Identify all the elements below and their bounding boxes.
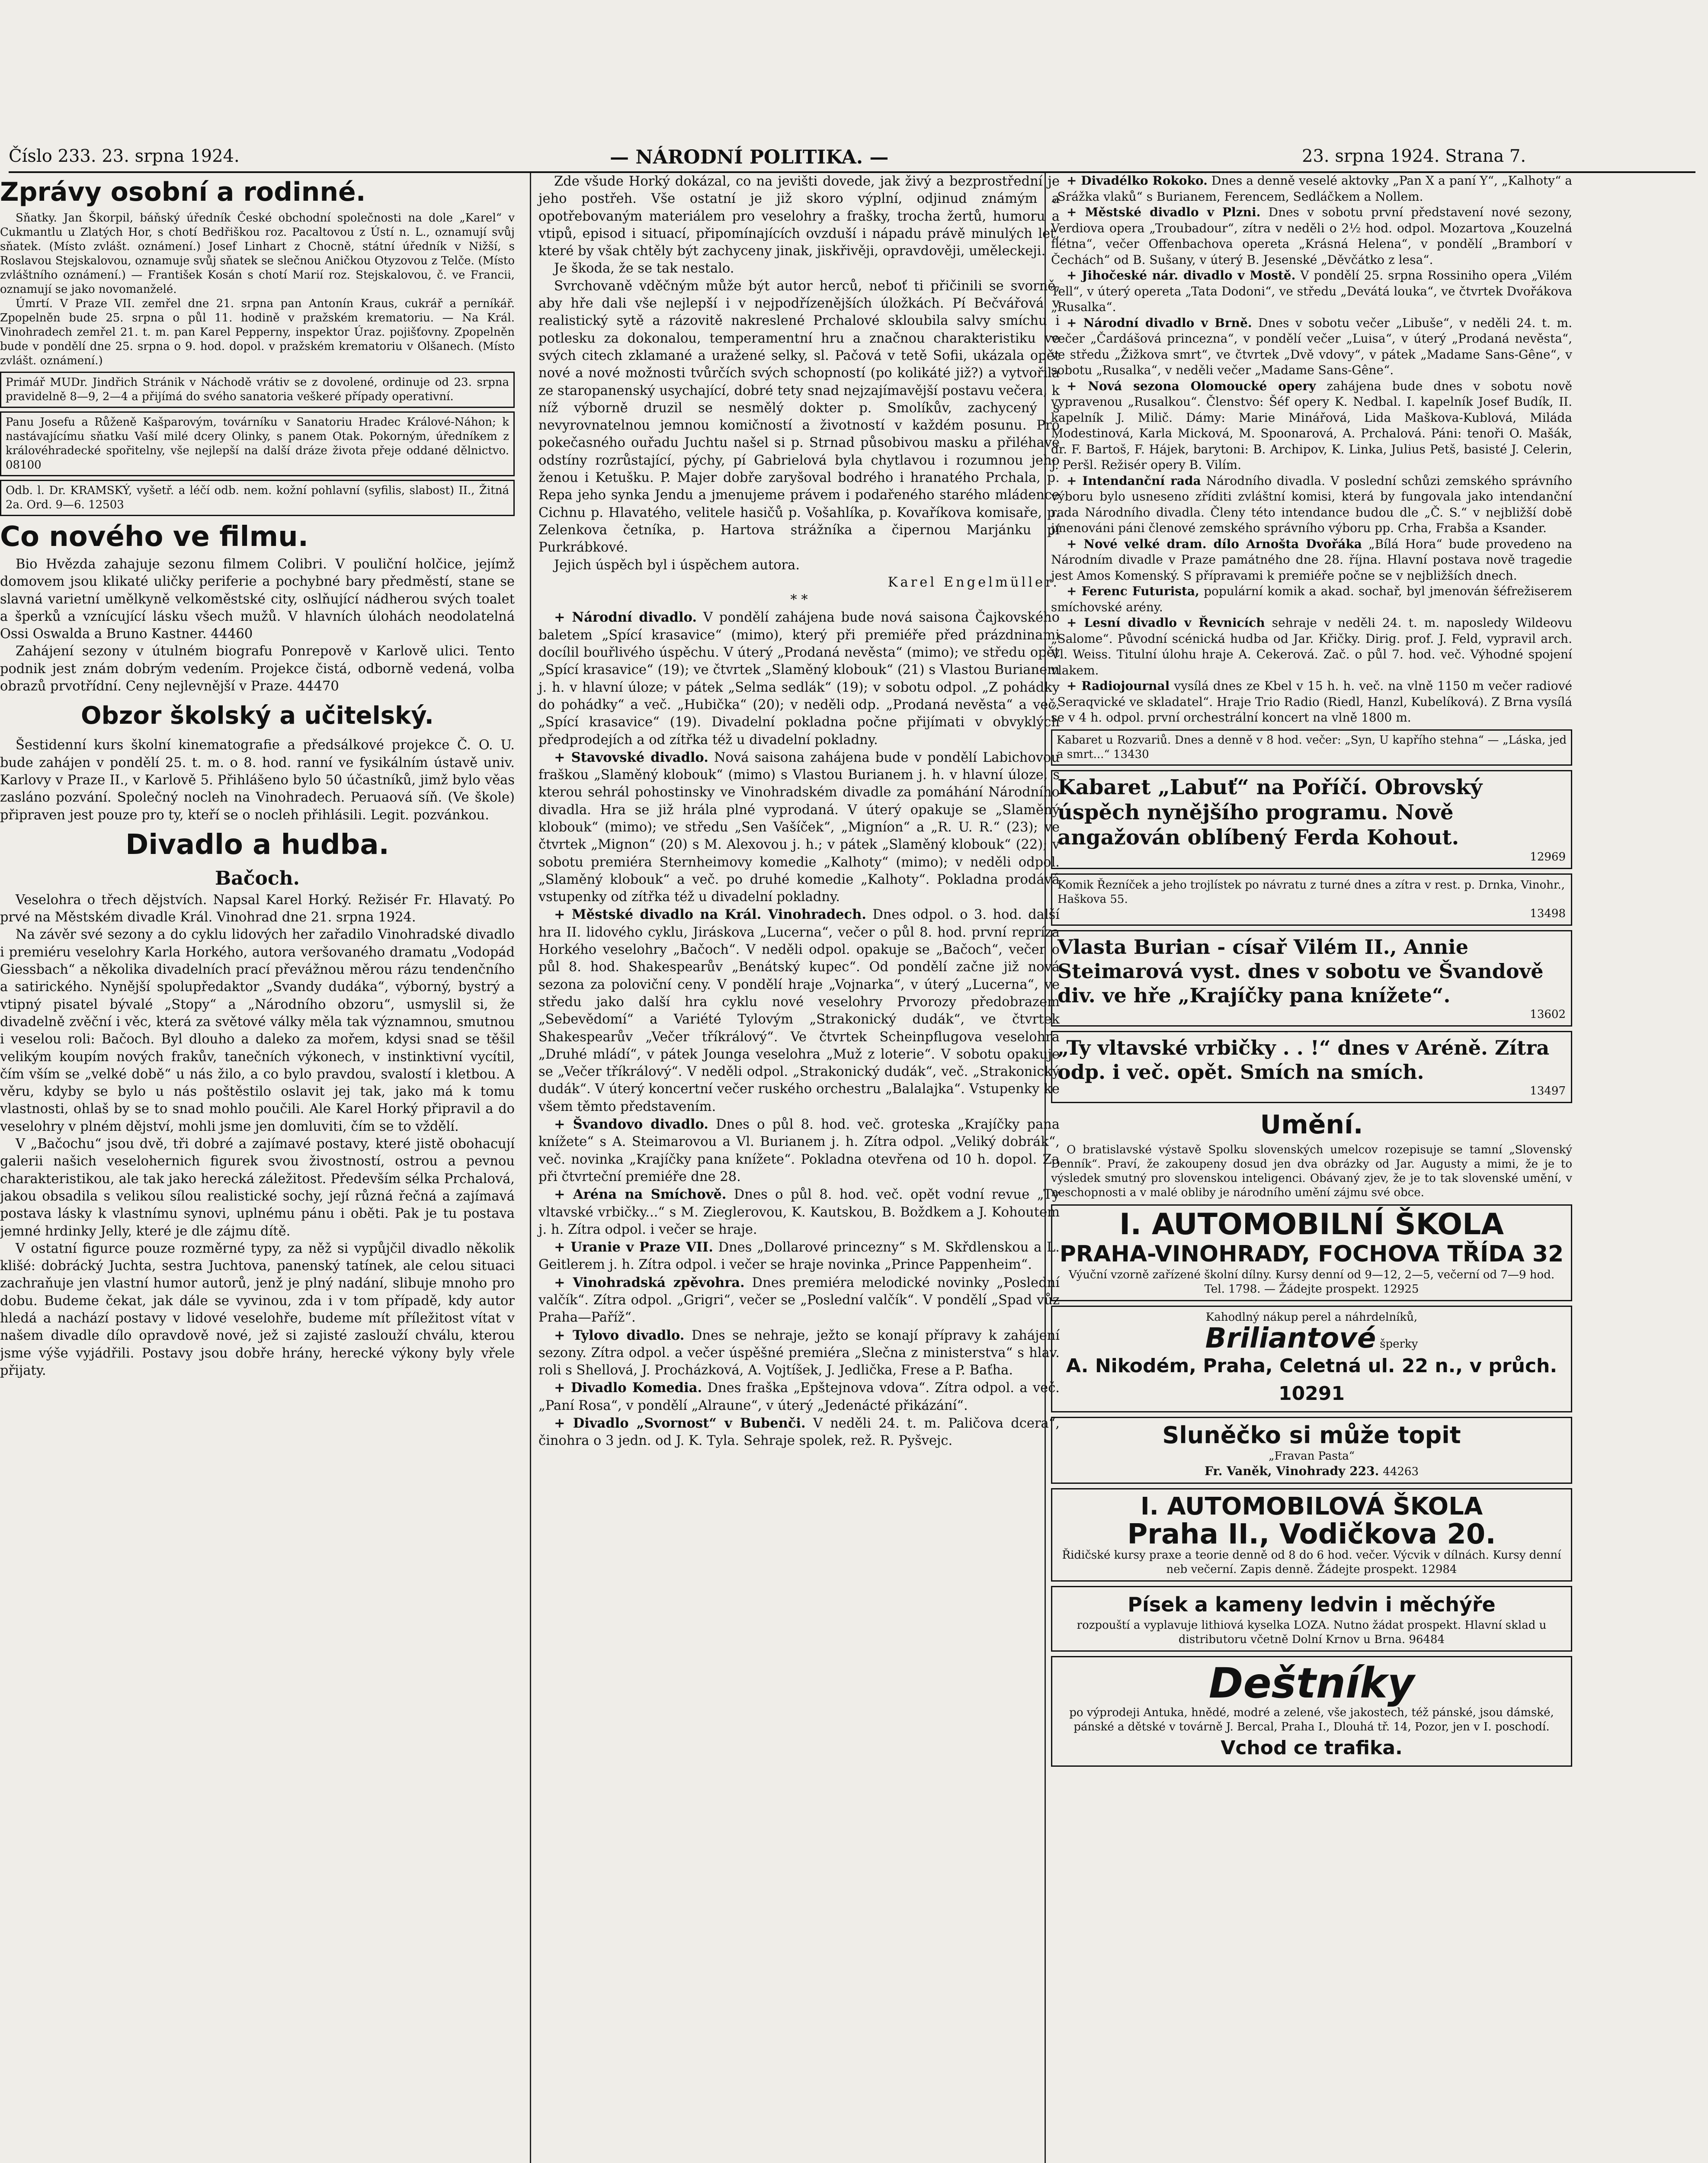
advert <box>1051 770 1572 869</box>
notice-title: + Vinohradská zpěvohra. <box>554 1274 745 1290</box>
advert-code: 44263 <box>1383 1465 1419 1478</box>
advert-text: Výuční vzorně zařízené školní dílny. Kursy denní od 9—12, 2—5, večerní od 7—9 hod. Tel. 1798. — Žádejte prospekt. 12925 <box>1068 1268 1555 1296</box>
article-title: Bačoch. <box>215 867 300 889</box>
advert-title: Deštníky <box>1208 1659 1415 1707</box>
advert-subtitle: Vchod ce trafika. <box>1221 1737 1403 1759</box>
advert-subtitle: Praha II., Vodičkova 20. <box>1127 1518 1496 1550</box>
advert-text: Kabaret „Labuť“ na Poříčí. Obrovský úspěch nynějšího programu. Nově angažován oblíbený Ferda Kohout. <box>1057 775 1483 850</box>
advert-text: „Fravan Pasta“ <box>1268 1449 1355 1463</box>
advert-title: I. AUTOMOBILNÍ ŠKOLA <box>1119 1207 1504 1242</box>
notice-title: + Městské divadlo v Plzni. <box>1067 205 1261 219</box>
issue-number: Číslo 233. 23. srpna 1924. <box>9 146 240 166</box>
advert-text: Vlasta Burian - císař Vilém II., Annie Steimarová vyst. dnes v sobotu ve Švandově div. ve hře „Krajíčky pana knížete“. <box>1057 935 1544 1007</box>
advert-code: 13498 <box>1530 907 1566 920</box>
article-text: Úmrtí. V Praze VII. zemřel dne 21. srpna pan Antonín Kraus, cukrář a perníkář. Zpopelněn bude 25. srpna o půl 11. hodině v pražském krematoriu. — Na Král. Vinohradech zemřel 21. t. m. pan Karel Pepperny, inspektor Úraz. pojišťovny. Zpopelněn bude v pondělí dne 25. srpna o 9. hod. dopol. v pražském krematoriu v Olšanech. (Místo zvlášt. oznámení.) <box>0 297 515 367</box>
section-title: Zprávy osobní a rodinné. <box>0 177 366 207</box>
notice-title: + Švandovo divadlo. <box>554 1117 708 1133</box>
notice-text: sehraje v neděli 24. t. m. naposledy Wildeovu „Salome“. Původní scénická hudba od Jar. Křičky. Dirig. prof. J. Feld, vypravil arch. Vl. Weiss. Titulní úlohu hraje A. Cekerová. Zač. o půl 7. hod. več. Výhodné spojení vlakem. <box>1051 616 1572 677</box>
notice-text: Dnes se nehraje, ježto se konají přípravy k zahájení sezony. Zítra odpol. a večer úspěšné premiéra „Slečna z ministerstva“ s hlav. roli s Shellová, J. Procházková, A. Vojtíšek, J. Jedlička, Frese a P. Baťha. <box>538 1328 1060 1378</box>
notice-text: Dnes odpol. o 3. hod. další hra II. lidového cyklu, Jiráskova „Lucerna“, večer o půl 8. hod. první repríza Horkého veselohry „Bačoch“. V neděli odpol. opakuje se „Bačoch“, večer o půl 8. hod. Shakespearův „Benátský kupec“. Od pondělí začne již nová sezona za poloviční ceny. V pondělí hraje „Vojnarka“, v úterý „Lucerna“, ve středu jako další hra cyklu nové veselohry Prvorozy předobrazem „Sebevědomí“ a Variété Tylovým „Strakonický dudák“, ve čtvrtek Shakespearův „Večer tříkrálový“. Ve čtvrtek Scheinpflugova veselohra „Druhé mládí“, v pátek Jounga veselohra „Muž z loterie“. V sobotu opakuje se „Večer tříkrálový“. V neděli odpol. „Strakonický dudák“, več. „Strakonický dudák“. V úterý koncertní večer ruského orchestru „Balalajka“. Vstupenky ke všem těmto představením. <box>538 907 1060 1114</box>
advert <box>1051 1656 1572 1767</box>
article-text: Zahájení sezony v útulném biografu Ponrepově v Karlově ulici. Tento podnik jest znám dobrým vedením. Projekce čistá, odborně vedená, volba obrazů prvotřídní. Ceny nejlevnější v Praze. 44470 <box>0 644 515 694</box>
notice-title: + Nové velké dram. dílo Arnošta Dvořáka <box>1067 536 1362 551</box>
notice-text: Dnes a denně veselé aktovky „Pan X a paní Y“, „Kalhoty“ a „Srážka vlaků“ s Burianem, Ferencem, Sedláčkem a Nollem. <box>1051 173 1572 204</box>
advert: Panu Josefu a Růženě Kašparovým, továrníku v Sanatoriu Hradec Králové-Náhon; k nastávajícímu sňatku Vaší milé dcery Olinky, s panem Otak. Pokorným, úředníkem z královéhradecké spořitelny, vše nejlepší na další dráze života přeje oddané dělnictvo. 08100 <box>0 411 515 476</box>
page-header <box>9 143 1695 173</box>
article-text: V „Bačochu“ jsou dvě, tři dobré a zajímavé postavy, které jistě obohacují galerii našich veselohernich figurek svou živostností, ostrou a pevnou charakteristikou, ale tak jako herecká záležitost. Především sélka Prchalová, jakou obsadila s velikou sílou realistické sochy, její různá řečná a zajímavá postava lásky k vlastnímu synovi, uplnému pánu i oběti. Pak je tu postava jemné hrdinky Jelly, které je dle zájmu dítě. <box>0 1136 515 1239</box>
notice-title: + Radiojournal <box>1067 679 1170 693</box>
notice-title: + Tylovo divadlo. <box>554 1327 685 1343</box>
notice-title: + Národní divadlo. <box>554 610 697 626</box>
notice-title: + Divadélko Rokoko. <box>1067 173 1208 188</box>
section-title: Divadlo a hudba. <box>125 828 389 861</box>
advert-text: Kahodlný nákup perel a náhrdelníků, <box>1205 1310 1418 1324</box>
advert-code: 13602 <box>1530 1008 1566 1021</box>
article-text: Veselohra o třech dějstvích. Napsal Karel Horký. Režisér Fr. Hlavatý. Po prvé na Městském divadle Král. Vinohrad dne 21. srpna 1924. <box>0 892 515 925</box>
notice-title: + Intendanční rada <box>1067 473 1201 488</box>
article-text: Je škoda, že se tak nestalo. <box>554 261 734 276</box>
article-text: Bio Hvězda zahajuje sezonu filmem Colibri. V pouliční holčice, jejímž domovem jsou klikaté uličky periferie a pochybné bary předměstí, stane se slavná varietní umělkyně velkoměstské city, oslňující nádherou svých toalet a šperků a vznícující lásku všech mužů. V hlavních úlohách neodolatelná Ossi Oswalda a Bruno Kastner. 44460 <box>0 557 515 642</box>
advert: Odb. l. Dr. KRAMSKÝ, vyšetř. a léčí odb. nem. kožní pohlavní (syfilis, slabost) II., Žitná 2a. Ord. 9—6. 12503 <box>0 480 515 516</box>
advert <box>1051 1306 1572 1412</box>
notice-title: + Městské divadlo na Král. Vinohradech. <box>554 907 866 923</box>
advert <box>1051 873 1572 926</box>
notice-text: Nová saisona zahájena bude v pondělí Labichovou fraškou „Slaměný klobouk“ (mimo) s Vlastou Burianem j. h. v hlavní úloze, s kterou sehrál pohostinsky ve Vinohradském divadle za pomáhání Národního divadla. Hra se již hrála plné vyprodaná. V úterý opakuje se „Slaměný klobouk“ (mimo); ve středu „Sen Vašíček“, „Migníon“ a „R. U. R.“ (23); ve čtvrtek „Mignon“ (20) s M. Alexovou j. h.; v pátek „Slaměný klobouk“ (22); v sobotu premiéra Sternheimovy komedie „Kalhoty“ (mimo); v neděli odpol. „Slaměný klobouk“ a več. po druhé komedie „Kalhoty“. Pokladna prodává vstupenky od zítřka též u divadelní pokladny. <box>538 750 1060 905</box>
article-text: V ostatní figurce pouze rozměrné typy, za něž si vypůjčil divadlo několik klišé: dobrácký Juchta, sestra Juchtova, panenský tatínek, ale celou situaci zachraňuje jen vlastní humor autorů, jenž je plný nadání, slibuje mnoho pro dobu. Budeme čekat, jak dále se vyvinou, zda i v tom případě, kdy autor hledá a nachází postavy v lidové veselohře, budeme mít příležitost vítat v našem divadle dílo opravdově nové, jež si zajisté zaslouží chválu, kterou jsme výše vyjádřili. Postavy jsou dobře hrány, herecké výkony byly vřele přijaty. <box>0 1241 515 1378</box>
section-title: Obzor školský a učitelský. <box>81 702 434 730</box>
notice-text: „Bílá Hora“ bude provedeno na Národním divadle v Praze památného dne 28. října. Hlavní postava nově tragedie jest Amos Komenský. S přípravami k premiéře počne se v nejbližších dnech. <box>1051 536 1572 583</box>
advert-title: Písek a kameny ledvin i měchýře <box>1128 1593 1496 1616</box>
notice-text: Dnes „Dollarové princezny“ s M. Skřdlenskou a L. Geitlerem j. h. Zítra odpol. i večer se hraje novinka „Prince Pappenheim“. <box>538 1240 1060 1273</box>
advert-code: 13497 <box>1530 1084 1566 1098</box>
notice-text: Dnes o půl 8. hod. več. opět vodní revue „Ty vltavské vrbičky...“ s M. Zieglerovou, K. Kautskou, B. Boždkem a J. Kohoutem j. h. Zítra odpol. i večer se hraje. <box>538 1187 1060 1237</box>
notice-text: Dnes fraška „Epštejnova vdova“. Zítra odpol. a več. „Paní Rosa“, v pondělí „Alraune“, v úterý „Jedenácté přikázání“. <box>538 1380 1060 1413</box>
notice-text: zahájena bude dnes v sobotu nově vypravenou „Rusalkou“. Členstvo: Šéf opery K. Nedbal. I. kapelník Josef Budík, II. kapelník J. Milič. Dámy: Marie Minářová, Lida Maškova-Kublová, Miláda Modestinová, Karla Micková, M. Spoonarová, A. Prchalová. Páni: tenoři O. Mašák, dr. F. Bartoš, F. Hájek, barytoni: B. Archipov, K. Linka, Julius Petš, basisté J. Celerin, J. Peršl. Režisér opery B. Vilím. <box>1051 379 1572 472</box>
advert-text: po výprodeji Antuka, hnědé, modré a zelené, vše jakostech, též pánské, jsou dámské, pánské a dětské v továrně J. Bercal, Praha I., Dlouhá tř. 14, Pozor, jen v I. poschodí. <box>1069 1706 1554 1733</box>
column-1 <box>0 173 515 1380</box>
article-text: Jejich úspěch byl i úspěchem autora. <box>554 557 800 573</box>
notice-title: + Stavovské divadlo. <box>554 749 708 765</box>
notice-text: V pondělí zahájena bude nová saisona Čajkovského baletem „Spící krasavice“ (mimo), který při premiéře před prázdninami docílil bouřlivého úspěchu. V úterý „Prodaná nevěsta“ (mimo); ve středu opět „Spící krasavice“ (19); ve čtvrtek „Slaměný klobouk“ (21) s Vlastou Burianem j. h. v hlavní úloze; v pátek „Selma sedlák“ (19); v sobotu odpol. „Z pohádky do pohádky“ a več. „Hubička“ (20); v neděli odp. „Prodaná nevěsta“ a več. „Spící krasavice“ (19). Divadelní pokladna počne přijímati v obvyklých předprodejích a od zítřka též u divadelní pokladny. <box>538 610 1060 748</box>
advert <box>1051 1488 1572 1582</box>
notice-text: Dnes o půl 8. hod. več. groteska „Krajíčky pana knížete“ s A. Steimarovou a Vl. Burianem j. h. Zítra odpol. „Veliký dobrák“, več. novinka „Krajíčky pana knížete“. Pokladna otevřena od 10 h. dopol. Za při čtvrteční premiéře dne 28. <box>538 1117 1060 1184</box>
notice-text: V neděli 24. t. m. Paličova dcera“, činohra o 3 jedn. od J. K. Tyla. Sehraje spolek, rež. R. Pyšvejc. <box>538 1416 1060 1449</box>
notice-text: Dnes v sobotu první představení nové sezony, Verdiova opera „Troubadour“, zítra v neděli o 2½ hod. odpol. Mozartova „Kouzelná flétna“, večer Offenbachova opereta „Krásná Helena“, v pondělí „Bramborí v Čechách“ od B. Sušany, v úterý B. Jesenské „Děvčátko z lesa“. <box>1051 205 1573 267</box>
notice-title: + Uranie v Praze VII. <box>554 1239 713 1255</box>
notice-title: + Divadlo „Svornost“ v Bubenči. <box>554 1415 806 1431</box>
notice-title: + Lesní divadlo v Řevnicích <box>1067 616 1265 630</box>
column-3 <box>1051 173 1572 1771</box>
advert <box>1051 1031 1572 1103</box>
page-number: 23. srpna 1924. Strana 7. <box>1302 146 1526 166</box>
article-text: Svrchovaně vděčným může být autor herců, neboť ti přičinili se svorně, aby hře dali vše nejlepší i v nejpodřízenějších úložkách. Pí Bečvářová v realistický sytě a rázovitě nakreslené Prchalové skloubila salvy smíchu i potlesku za dokonalou, temperamentní hru a značnou charakteristiku ve svých citech zklamané a uražené selky, sl. Pačová v tetě Sofii, ukázala opět nové a nové možnosti tvůrčích svých schopností (po kolikáté již?) a vytvořila ze staropanenský usychající, dobré tety snad nejzajímavější postavu večera, k níž výborně druzil se nesmělý dokter p. Smolíkův, zachycený s nevyrovnatelnou jemnou komičností a životností v každém posunu. Pro pokečasného ouřadu Juchtu našel si p. Strnad působivou masku a přiléhavé odstíny rozrůstající, pýchy, pí Gabrielová byla chytlavou i rozumnou jeho ženou i Ketušku. P. Majer dobře zaryšoval bodrého i hranatého Prchala, p. Repa jeho synka Jendu a jmenujeme právem i podařeného starého mládence Cichnu p. Hlavatého, velitele hasičů p. Vošahlíka, p. Kovaříkova komisaře, p. Zelenkova četníka, p. Hartova strážníka a čipernou Marjánku pí Purkrábkové. <box>538 278 1060 555</box>
advert <box>1051 1417 1572 1484</box>
notice-title: + Jihočeské nár. divadlo v Mostě. <box>1067 268 1296 282</box>
notice-title: + Aréna na Smíchově. <box>554 1187 727 1203</box>
notice-text: populární komik a akad. sochař, byl jmenován šéfrežiserem smíchovské arény. <box>1051 584 1573 614</box>
notice-text: Dnes premiéra melodické novinky „Poslední valčík“. Zítra odpol. „Grigri“, večer se „Poslední valčík“. V pondělí „Spad vůz Praha—Paříž“. <box>538 1275 1060 1325</box>
author-signature: Karel Engelmüller. <box>888 574 1060 590</box>
advert <box>1051 1204 1572 1301</box>
masthead: — NÁRODNÍ POLITIKA. — <box>610 146 889 168</box>
advert-text: rozpouští a vyplavuje lithiová kyselka LOZA. Nutno žádat prospekt. Hlavní sklad u distributoru včetně Dolní Krnov u Brna. 96484 <box>1077 1619 1547 1646</box>
advert: Kabaret u Rozvariů. Dnes a denně v 8 hod. večer: „Syn, U kapřího stehna“ — „Láska, jed a smrt...“ 13430 <box>1051 729 1572 766</box>
column-divider <box>530 173 531 2163</box>
advert-code: 12969 <box>1530 850 1566 863</box>
separator-stars: * * <box>790 592 808 608</box>
article-text: Na závěr své sezony a do cyklu lidových her zařadilo Vinohradské divadlo i premiéru veselohry Karla Horkého, autora veršovaného dramatu „Vodopád Giessbach“ a několika divadelních prací převážnou měrou rázu tendenčního a satirického. Nynější spolupředaktor „Svandy dudáka“, výborný, bystrý a vtipný pisatel bývalé „Stopy“ a „Národního obzoru“, usmyslil si, že divadelně zvěční i věc, která za světové války měla tak významnou, smutnou i veselou roli: Bačoch. Byl dlouho a daleko za mořem, kdysi snad se těšil velikým koupím nových frakův, tanečních výkonech, v instinktivní vycítil, čím vším se „velké době“ u nás žilo, a co bylo pravdou, svalostí i kletbou. A věru, kdyby se bylo u nás poštěstilo oslavit jej tak, jako má k tomu vlastnosti, ohlaš by se to snad mohlo poučili. Ale Karel Horký připravil a do veselohry v plném dějství, mohli jsme jen domluviti, čím se to vždělí. <box>0 927 515 1134</box>
notice-title: + Ferenc Futurista, <box>1067 584 1199 598</box>
advert-text: Fr. Vaněk, Vinohrady 223. <box>1205 1463 1379 1478</box>
advert: Primář MUDr. Jindřich Stránik v Náchodě vrátiv se z dovolené, ordinuje od 23. srpna pravidelně 8—9, 2—4 a přijímá do svého sanatoria veškeré případy operativní. <box>0 372 515 408</box>
section-title: Co nového ve filmu. <box>0 521 309 553</box>
advert-subtitle: PRAHA-VINOHRADY, FOCHOVA TŘÍDA 32 <box>1059 1241 1564 1267</box>
advert-title: Briliantové <box>1205 1322 1376 1354</box>
advert <box>1051 1586 1572 1652</box>
notice-title: + Národní divadlo v Brně. <box>1067 315 1252 330</box>
advert-title: I. AUTOMOBILOVÁ ŠKOLA <box>1140 1492 1483 1521</box>
notice-text: V pondělí 25. srpna Rossiniho opera „Vilém Tell“, v úterý opereta „Tata Dodoni“, ve středu „Devátá louka“, ve čtvrtek Dvořákova „Rusalka“. <box>1051 268 1573 314</box>
article-text: Šestidenní kurs školní kinematografie a předsálkové projekce Č. O. U. bude zahájen v pondělí 25. t. m. o 8. hod. ranní ve fysikálním ústavě univ. Karlovy v Praze II., v Karlově 5. Přihlášeno bylo 50 účastníků, jimž bylo věas zasláno pozvání. Společný nocleh na Vinohradech. Peruaová síň. (Ve škole) připraven jest pouze pro ty, kteří se o nocleh přihlásili. Legit. pozvánkou. <box>0 738 515 823</box>
column-2 <box>538 173 1060 1450</box>
advert-text: „Ty vltavské vrbičky . . !“ dnes v Aréně. Zítra odp. i več. opět. Smích na smích. <box>1057 1036 1550 1084</box>
notice-title: + Divadlo Komedia. <box>554 1380 702 1396</box>
section-title: Umění. <box>1260 1109 1363 1140</box>
advert-text: Komik Řezníček a jeho trojlístek po návratu z turné dnes a zítra v rest. p. Drnka, Vinohr., Haškova 55. <box>1057 878 1565 906</box>
notice-title: + Nová sezona Olomoucké opery <box>1067 379 1316 393</box>
advert-text: A. Nikodém, Praha, Celetná ul. 22 n., v průch. 10291 <box>1066 1354 1557 1405</box>
advert-text: šperky <box>1380 1337 1418 1351</box>
advert-title: Sluněčko si může topit <box>1162 1421 1461 1449</box>
notice-text: vysílá dnes ze Kbel v 15 h. h. več. na vlně 1150 m večer radiové „Seraqvické ve skladatel“. Hraje Trio Radio (Riedl, Hanzl, Kubelíková). Z Brna vysílá se v 4 h. odpol. první orchestrální koncert na vlně 1800 m. <box>1051 679 1572 725</box>
notice-text: Národního divadla. V poslední schůzi zemského správního výboru bylo usneseno zříditi zvláštní komisi, která by fungovala jako intendanční rada Národního divadla. Členy této intendance budou dle „Č. S.“ v nejbližší době jmenováni páni členové zemského správního výboru pp. Crha, Frabša a Ksander. <box>1051 473 1573 535</box>
advert-text: Řidičské kursy praxe a teorie denně od 8 do 6 hod. večer. Výcvik v dílnách. Kursy denní neb večerní. Zapis denně. Žádejte prospekt. 12984 <box>1062 1549 1561 1576</box>
advert <box>1051 930 1572 1027</box>
article-text: Sňatky. Jan Škorpil, báňský úředník České obchodní společnosti na dole „Karel“ v Cukmantlu u Zlatých Hor, s chotí Bedřiškou roz. Pacaltovou z Ústí n. L., oznamují svůj sňatek. (Místo zvlášt. oznámení.) Josef Linhart z Chocně, státní úředník v Nižší, s Roslavou Stejskalovou, oznamuje svůj sňatek se slečnou Aničkou Otyzovou z Telče. (Místo zvláštního oznámení.) — František Kosán s chotí Marií roz. Stejskalovou, č. ve Francii, oznamují se jako novomanželé. <box>0 212 515 296</box>
article-text: Zde všude Horký dokázal, co na jevišti dovede, jak živý a bezprostřední je jeho postřeh. Vše ostatní je již skoro výplní, odjinud známým a opotřebovaným materiálem pro veselohry a frašky, trocha žertů, humoru a vtipů, episod i situací, připomínajících ovzduší i nápadu právě minulých let, které by však chtěly být zachyceny jinak, jiskřivěji, opravdověji, uměleckeji. <box>538 174 1060 259</box>
article-text: O bratislavské výstavě Spolku slovenských umelcov rozepisuje se tamní „Slovenský Denník“. Praví, že zakoupeny dosud jen dva obrázky od Jar. Augusty a mimi, že je to výsledek smutný pro slovenskou inteligenci. Obávaný zjev, že je to tak slovenské umění, v neschopnosti a v malé obliby je národního umění zájmu své obce. <box>1051 1143 1572 1199</box>
notice-text: Dnes v sobotu večer „Libuše“, v neděli 24. t. m. večer „Čardášová princezna“, v pondělí večer „Luisa“, v úterý „Prodaná nevěsta“, ve středu „Žižkova smrt“, ve čtvrtek „Dvě vdovy“, v pátek „Madame Sans-Gêne“, v sobotu „Rusalka“, v neděli večer „Madame Sans-Gêne“. <box>1051 315 1572 377</box>
